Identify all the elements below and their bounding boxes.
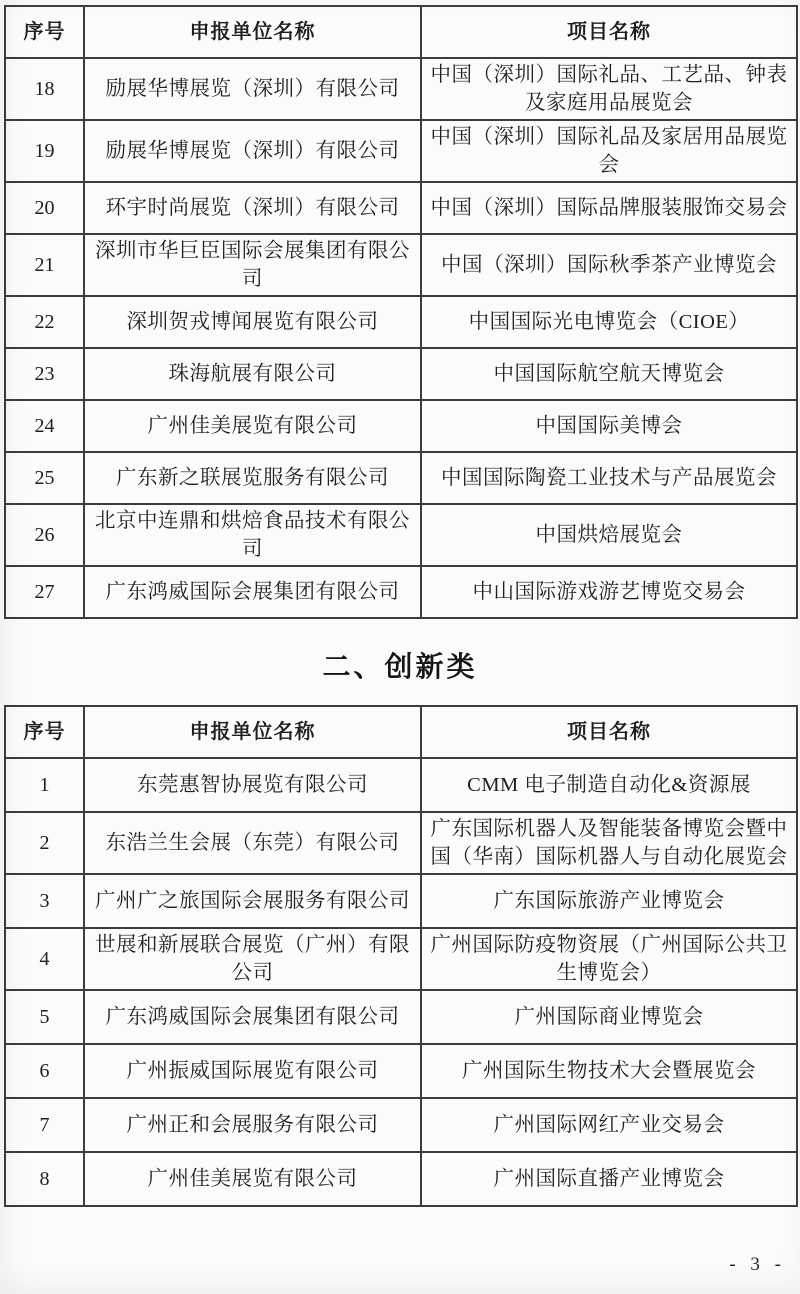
cell-serial-number: 24: [5, 400, 84, 452]
cell-project-name: 广州国际商业博览会: [421, 990, 797, 1044]
table-header-row: [5, 6, 797, 58]
cell-serial-number: 18: [5, 58, 84, 120]
cell-project-name: 中国国际航空航天博览会: [421, 348, 797, 400]
table-row: [5, 234, 797, 296]
table-row: [5, 182, 797, 234]
cell-company-name: 广东鸿威国际会展集团有限公司: [84, 990, 421, 1044]
cell-project-name: 中国国际光电博览会（CIOE）: [421, 296, 797, 348]
cell-serial-number: 5: [5, 990, 84, 1044]
cell-project-name: 中国（深圳）国际秋季茶产业博览会: [421, 234, 797, 296]
header-serial-number: 序号: [5, 706, 84, 758]
cell-project-name: 广东国际旅游产业博览会: [421, 874, 797, 928]
cell-project-name: 中国（深圳）国际礼品、工艺品、钟表及家庭用品展览会: [421, 58, 797, 120]
cell-project-name: 中国（深圳）国际品牌服装服饰交易会: [421, 182, 797, 234]
table-row: [5, 452, 797, 504]
header-project-name: 项目名称: [421, 706, 797, 758]
cell-company-name: 东浩兰生会展（东莞）有限公司: [84, 812, 421, 874]
cell-project-name: 广州国际生物技术大会暨展览会: [421, 1044, 797, 1098]
exhibition-table-innovation-category: [4, 705, 798, 1207]
cell-company-name: 广东新之联展览服务有限公司: [84, 452, 421, 504]
table-row: [5, 1152, 797, 1206]
cell-project-name: 中国烘焙展览会: [421, 504, 797, 566]
cell-company-name: 广州佳美展览有限公司: [84, 1152, 421, 1206]
table-row: [5, 990, 797, 1044]
cell-company-name: 励展华博展览（深圳）有限公司: [84, 120, 421, 182]
cell-serial-number: 19: [5, 120, 84, 182]
cell-company-name: 励展华博展览（深圳）有限公司: [84, 58, 421, 120]
cell-company-name: 广州广之旅国际会展服务有限公司: [84, 874, 421, 928]
header-company-name: 申报单位名称: [84, 706, 421, 758]
cell-serial-number: 1: [5, 758, 84, 812]
cell-project-name: 中国国际美博会: [421, 400, 797, 452]
cell-project-name: 中国（深圳）国际礼品及家居用品展览会: [421, 120, 797, 182]
cell-project-name: 中山国际游戏游艺博览交易会: [421, 566, 797, 618]
cell-project-name: 广东国际机器人及智能装备博览会暨中国（华南）国际机器人与自动化展览会: [421, 812, 797, 874]
innovation-category-heading: 二、创新类: [322, 651, 478, 682]
cell-serial-number: 3: [5, 874, 84, 928]
cell-serial-number: 23: [5, 348, 84, 400]
cell-serial-number: 6: [5, 1044, 84, 1098]
table-row: [5, 758, 797, 812]
table-row: [5, 504, 797, 566]
cell-serial-number: 26: [5, 504, 84, 566]
cell-company-name: 广州振威国际展览有限公司: [84, 1044, 421, 1098]
table-row: [5, 1044, 797, 1098]
cell-serial-number: 4: [5, 928, 84, 990]
cell-company-name: 东莞惠智协展览有限公司: [84, 758, 421, 812]
cell-serial-number: 25: [5, 452, 84, 504]
page-number: - 3 -: [729, 1254, 786, 1275]
table-row: [5, 296, 797, 348]
cell-project-name: 广州国际网红产业交易会: [421, 1098, 797, 1152]
table-row: [5, 928, 797, 990]
cell-company-name: 广东鸿威国际会展集团有限公司: [84, 566, 421, 618]
header-project-name: 项目名称: [421, 6, 797, 58]
table-row: [5, 120, 797, 182]
table-row: [5, 566, 797, 618]
exhibition-table-section-one: [4, 5, 798, 619]
cell-serial-number: 20: [5, 182, 84, 234]
header-company-name: 申报单位名称: [84, 6, 421, 58]
table-row: [5, 1098, 797, 1152]
table-row: [5, 400, 797, 452]
cell-company-name: 环宇时尚展览（深圳）有限公司: [84, 182, 421, 234]
cell-project-name: 广州国际防疫物资展（广州国际公共卫生博览会）: [421, 928, 797, 990]
cell-project-name: CMM 电子制造自动化&资源展: [421, 758, 797, 812]
cell-company-name: 北京中连鼎和烘焙食品技术有限公司: [84, 504, 421, 566]
cell-serial-number: 27: [5, 566, 84, 618]
cell-company-name: 广州正和会展服务有限公司: [84, 1098, 421, 1152]
cell-company-name: 世展和新展联合展览（广州）有限公司: [84, 928, 421, 990]
table-row: [5, 874, 797, 928]
table-header-row: [5, 706, 797, 758]
cell-company-name: 深圳市华巨臣国际会展集团有限公司: [84, 234, 421, 296]
header-serial-number: 序号: [5, 6, 84, 58]
cell-serial-number: 7: [5, 1098, 84, 1152]
cell-serial-number: 21: [5, 234, 84, 296]
cell-company-name: 深圳贺戎博闻展览有限公司: [84, 296, 421, 348]
cell-serial-number: 2: [5, 812, 84, 874]
cell-project-name: 中国国际陶瓷工业技术与产品展览会: [421, 452, 797, 504]
cell-project-name: 广州国际直播产业博览会: [421, 1152, 797, 1206]
table-row: [5, 812, 797, 874]
cell-serial-number: 8: [5, 1152, 84, 1206]
cell-company-name: 广州佳美展览有限公司: [84, 400, 421, 452]
table-row: [5, 58, 797, 120]
table-row: [5, 348, 797, 400]
cell-serial-number: 22: [5, 296, 84, 348]
cell-company-name: 珠海航展有限公司: [84, 348, 421, 400]
